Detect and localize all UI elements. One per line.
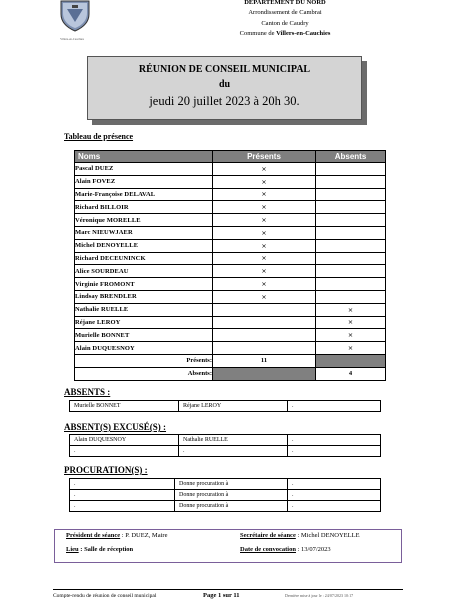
crest-caption: Villers-en-Cauchies <box>60 37 84 41</box>
member-name: Réjane LEROY <box>75 316 213 329</box>
footer-page: Page 1 sur 11 <box>203 592 240 599</box>
procuration-row <box>70 490 381 501</box>
presence-row <box>75 175 386 188</box>
present-mark: × <box>213 252 316 265</box>
member-name: Richard BILLOIR <box>75 201 213 214</box>
absent-mark: × <box>316 329 386 342</box>
presence-row <box>75 278 386 291</box>
absent-mark <box>316 201 386 214</box>
meeting-du: du <box>218 79 231 90</box>
presence-row <box>75 188 386 201</box>
procuration-cell: . <box>70 490 175 501</box>
member-name: Lindsay BRENDLER <box>75 290 213 303</box>
presence-row <box>75 163 386 176</box>
president-value: : P. DUEZ, Maire <box>120 532 168 539</box>
present-mark <box>213 316 316 329</box>
absent-mark <box>316 175 386 188</box>
secretaire-value: : Michel DENOYELLE <box>295 532 360 539</box>
lieu-value: : Salle de réception <box>78 546 134 553</box>
procuration-row <box>70 501 381 512</box>
secretaire-info <box>240 532 360 539</box>
commune-line <box>150 29 420 39</box>
canton-line: Canton de Caudry <box>261 20 309 27</box>
president-info <box>66 532 167 539</box>
procuration-cell: Donne procuration à <box>175 479 288 490</box>
total-present-value: 11 <box>213 354 316 367</box>
member-name: Alain FOVEZ <box>75 175 213 188</box>
total-absent-row <box>75 367 386 380</box>
title-box <box>87 56 362 120</box>
member-name: Alice SOURDEAU <box>75 265 213 278</box>
procuration-cell: Donne procuration à <box>175 490 288 501</box>
grey-cell <box>213 367 316 380</box>
excuse-cell: Alain DUQUESNOY <box>70 435 179 446</box>
excuses-row <box>70 435 381 446</box>
present-mark: × <box>213 278 316 291</box>
department-line: DEPARTEMENT DU NORD <box>244 0 326 6</box>
lieu-label: Lieu <box>66 546 79 553</box>
total-absent-value: 4 <box>316 367 386 380</box>
presence-row <box>75 226 386 239</box>
present-mark: × <box>213 175 316 188</box>
absent-mark: × <box>316 303 386 316</box>
procurations-heading: PROCURATION(S) : <box>64 465 148 475</box>
total-present-row <box>75 354 386 367</box>
commune-prefix: Commune de <box>239 30 277 37</box>
absents-heading: ABSENTS : <box>64 387 111 397</box>
procuration-row <box>70 479 381 490</box>
procuration-cell: . <box>288 501 381 512</box>
present-mark: × <box>213 265 316 278</box>
absent-mark <box>316 226 386 239</box>
total-present-label: Présents: <box>75 354 213 367</box>
total-absent-label: Absents: <box>75 367 213 380</box>
member-name: Véronique MORELLE <box>75 214 213 227</box>
present-mark: × <box>213 188 316 201</box>
absent-mark <box>316 265 386 278</box>
footer-left: Compte-rendu de réunion de conseil municipal <box>53 593 157 599</box>
member-name: Marie-Françoise DELAVAL <box>75 188 213 201</box>
presence-row <box>75 214 386 227</box>
absents-row <box>70 401 381 412</box>
convocation-value: : 13/07/2023 <box>295 546 331 553</box>
col-present: Présents <box>213 151 316 163</box>
absent-mark: × <box>316 316 386 329</box>
presence-row <box>75 252 386 265</box>
absent-mark <box>316 214 386 227</box>
member-name: Nathalie RUELLE <box>75 303 213 316</box>
excuse-cell: . <box>179 446 288 457</box>
lieu-info <box>66 546 133 553</box>
col-names: Noms <box>75 151 213 163</box>
present-mark: × <box>213 163 316 176</box>
absent-cell: . <box>288 401 381 412</box>
commune-name: Villers-en-Cauchies <box>276 30 331 37</box>
present-mark: × <box>213 239 316 252</box>
commune-crest-icon <box>55 0 95 32</box>
excuse-cell: Nathalie RUELLE <box>179 435 288 446</box>
presence-row <box>75 342 386 355</box>
presence-row <box>75 316 386 329</box>
procuration-cell: . <box>288 479 381 490</box>
member-name: Michel DENOYELLE <box>75 239 213 252</box>
presence-header-row <box>75 151 386 163</box>
member-name: Murielle BONNET <box>75 329 213 342</box>
grey-cell <box>316 354 386 367</box>
presence-row <box>75 290 386 303</box>
member-name: Virginie FROMONT <box>75 278 213 291</box>
present-mark: × <box>213 290 316 303</box>
member-name: Alain DUQUESNOY <box>75 342 213 355</box>
procuration-cell: Donne procuration à <box>175 501 288 512</box>
excuse-cell: . <box>70 446 179 457</box>
presence-row <box>75 265 386 278</box>
presence-row <box>75 201 386 214</box>
president-label: Président de séance <box>66 532 121 539</box>
presence-row <box>75 329 386 342</box>
excuses-row <box>70 446 381 457</box>
procuration-cell: . <box>288 490 381 501</box>
absents-table <box>69 400 381 412</box>
absent-mark <box>316 290 386 303</box>
meeting-title: RÉUNION DE CONSEIL MUNICIPAL <box>138 64 311 75</box>
procurations-table <box>69 478 381 512</box>
absent-cell: Réjane LEROY <box>179 401 288 412</box>
excuses-heading: ABSENT(S) EXCUSÉ(S) : <box>64 422 167 432</box>
absent-mark: × <box>316 342 386 355</box>
absent-mark <box>316 239 386 252</box>
page-footer <box>53 589 403 602</box>
present-mark: × <box>213 226 316 239</box>
procuration-cell: . <box>70 501 175 512</box>
presence-row <box>75 239 386 252</box>
meeting-date: jeudi 20 juillet 2023 à 20h 30. <box>149 94 300 108</box>
absent-mark <box>316 252 386 265</box>
absent-cell: Murielle BONNET <box>70 401 179 412</box>
present-mark <box>213 303 316 316</box>
absent-mark <box>316 188 386 201</box>
procuration-cell: . <box>70 479 175 490</box>
presence-label: Tableau de présence <box>64 132 134 141</box>
absent-mark <box>316 278 386 291</box>
member-name: Richard DECEUNINCK <box>75 252 213 265</box>
convocation-info <box>240 546 331 553</box>
present-mark <box>213 329 316 342</box>
presence-row <box>75 303 386 316</box>
excuse-cell: . <box>288 446 381 457</box>
presence-table <box>74 150 386 381</box>
convocation-label: Date de convocation <box>240 546 296 553</box>
absent-mark <box>316 163 386 176</box>
excuses-table <box>69 434 381 457</box>
excuse-cell: . <box>288 435 381 446</box>
present-mark <box>213 342 316 355</box>
col-absent: Absents <box>316 151 386 163</box>
arrondissement-line: Arrondissement de Cambrai <box>248 9 322 16</box>
footer-right: Dernière mise à jour le : 24/07/2023 10:17 <box>285 593 354 598</box>
present-mark: × <box>213 214 316 227</box>
secretaire-label: Secrétaire de séance <box>240 532 296 539</box>
member-name: Pascal DUEZ <box>75 163 213 176</box>
member-name: Marc NIEUWJAER <box>75 226 213 239</box>
present-mark: × <box>213 201 316 214</box>
